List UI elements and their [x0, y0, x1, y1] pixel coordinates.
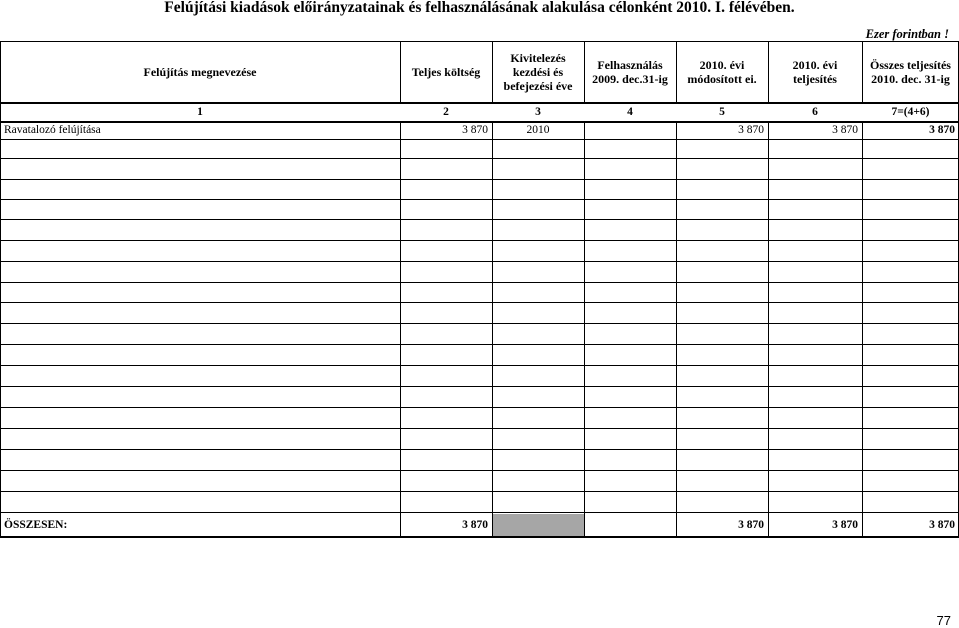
total-label: ÖSSZESEN: — [4, 519, 68, 531]
grid-line-h — [0, 102, 959, 104]
column-number-1: 1 — [197, 106, 203, 118]
total-years-shade — [492, 514, 584, 537]
column-number-3: 3 — [535, 106, 541, 118]
header-total-cost: Teljes költség — [411, 65, 481, 79]
row-total-performance: 3 870 — [929, 124, 955, 136]
header-years: Kivitelezés kezdési és befejezési éve — [503, 51, 573, 93]
header-name: Felújítás megnevezése — [143, 65, 257, 79]
header-used-2009: Felhasználás 2009. dec.31-ig — [592, 58, 668, 86]
header-total-performance: Összes teljesítés 2010. dec. 31-ig — [870, 58, 951, 86]
grid-line-h — [0, 407, 959, 408]
grid-line-h — [0, 199, 959, 200]
grid-line-h — [0, 536, 959, 538]
page-title: Felújítási kiadások előirányzatainak és felhasználásának alakulása célonként 2010. I. félévében. — [164, 0, 795, 16]
grid-line-v — [768, 41, 769, 102]
total-performance-2010: 3 870 — [832, 519, 858, 531]
grid-line-v — [862, 122, 863, 537]
grid-line-h — [0, 302, 959, 303]
column-number-2: 2 — [443, 106, 449, 118]
grid-line-v — [492, 122, 493, 537]
grid-line-h — [0, 139, 959, 140]
column-number-7: 7=(4+6) — [891, 106, 930, 118]
grid-line-h — [0, 158, 959, 159]
page-number: 77 — [936, 613, 951, 628]
grid-line-h — [0, 179, 959, 180]
grid-line-h — [0, 282, 959, 283]
grid-line-h — [0, 470, 959, 471]
column-number-6: 6 — [812, 106, 818, 118]
grid-line-h — [0, 121, 959, 123]
grid-line-h — [0, 365, 959, 366]
grid-line-v — [400, 122, 401, 537]
grid-line-v — [0, 41, 1, 537]
grid-line-v — [492, 41, 493, 102]
total-modified-2010: 3 870 — [738, 519, 764, 531]
header-performance-2010: 2010. évi teljesítés — [792, 58, 838, 86]
total-total-cost: 3 870 — [462, 519, 488, 531]
grid-line-h — [0, 386, 959, 387]
row-used-2009 — [584, 120, 672, 140]
grid-line-h — [0, 261, 959, 262]
column-number-4: 4 — [627, 106, 633, 118]
total-total-performance: 3 870 — [929, 519, 955, 531]
grid-line-v — [400, 41, 401, 102]
grid-line-h — [0, 449, 959, 450]
grid-line-v — [584, 122, 585, 537]
row-years: 2010 — [526, 124, 550, 136]
grid-line-h — [0, 491, 959, 492]
grid-line-h — [0, 240, 959, 241]
header-modified-2010: 2010. évi módosított ei. — [687, 58, 757, 86]
unit-note: Ezer forintban ! — [865, 27, 949, 41]
grid-line-h — [0, 41, 959, 42]
grid-line-h — [0, 428, 959, 429]
row-total-cost: 3 870 — [462, 124, 488, 136]
row-modified-2010: 3 870 — [738, 124, 764, 136]
grid-line-v — [768, 122, 769, 537]
grid-line-v — [676, 122, 677, 537]
grid-line-h — [0, 344, 959, 345]
grid-line-v — [584, 41, 585, 102]
total-used-2009 — [584, 515, 672, 535]
row-name: Ravatalozó felújítása — [4, 124, 101, 136]
grid-line-h — [0, 512, 959, 513]
grid-line-v — [676, 41, 677, 102]
grid-line-v — [862, 41, 863, 102]
column-number-5: 5 — [719, 106, 725, 118]
grid-line-h — [0, 323, 959, 324]
grid-line-h — [0, 219, 959, 220]
row-performance-2010: 3 870 — [832, 124, 858, 136]
